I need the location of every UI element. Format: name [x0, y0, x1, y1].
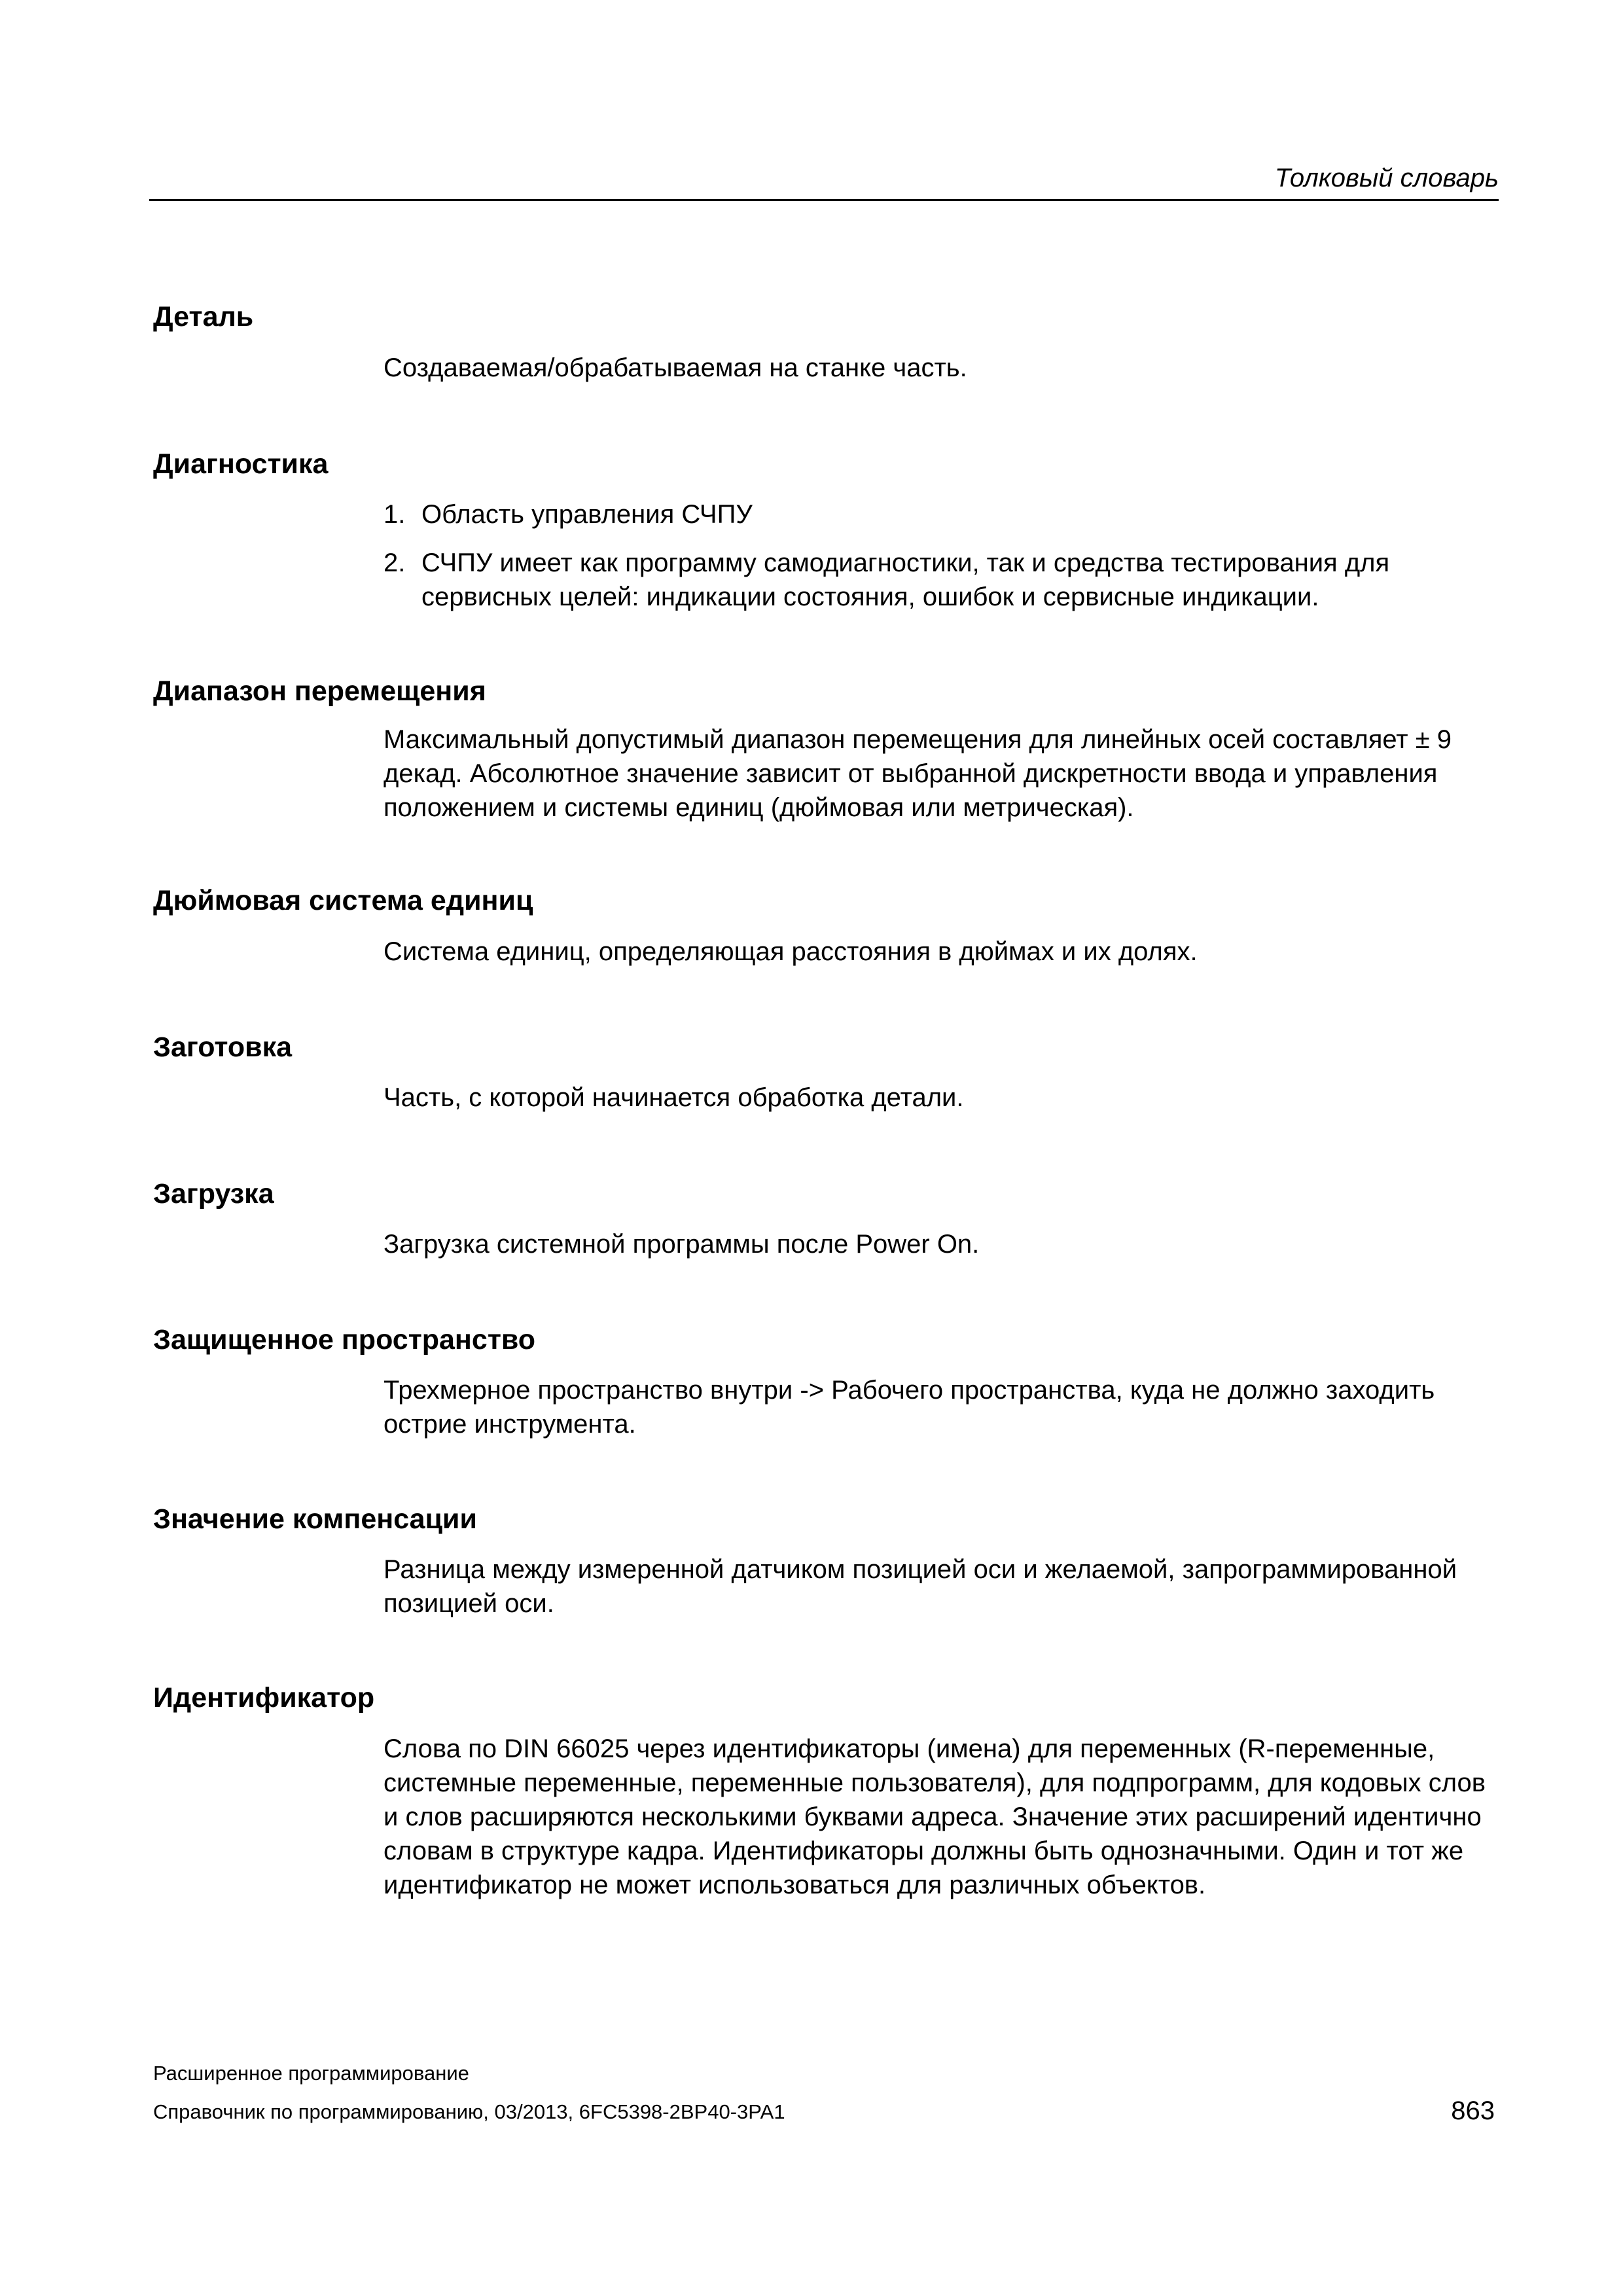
footer-document-title: Расширенное программирование: [153, 2062, 469, 2085]
glossary-definition: Создаваемая/обрабатываемая на станке часть.: [383, 353, 967, 382]
page-number: 863: [1451, 2096, 1495, 2125]
list-item: [383, 497, 1503, 531]
glossary-term: Диапазон перемещения: [153, 675, 486, 707]
list-number: 2.: [383, 548, 406, 577]
glossary-definition: Загрузка системной программы после Power On.: [383, 1230, 980, 1259]
glossary-definition: Максимальный допустимый диапазон перемещения для линейных осей составляет ± 9 декад. Абсолютное значение зависит от выбранной дискретности ввода и управления положением и системы единиц (дюймовая или метрическая).: [383, 725, 1452, 822]
glossary-term: Идентификатор: [153, 1682, 375, 1713]
glossary-term: Заготовка: [153, 1031, 293, 1063]
list-text: Область управления СЧПУ: [421, 500, 753, 529]
glossary-definition: Система единиц, определяющая расстояния в дюймах и их долях.: [383, 937, 1198, 966]
glossary-term: Дюймовая система единиц: [153, 885, 533, 916]
footer-document-info: Справочник по программированию, 03/2013, 6FC5398-2BP40-3PA1: [153, 2100, 785, 2123]
glossary-term: Значение компенсации: [153, 1503, 477, 1535]
section-title: Толковый словарь: [1274, 164, 1499, 192]
glossary-definition: Трехмерное пространство внутри -> Рабочего пространства, куда не должно заходить острие инструмента.: [383, 1376, 1435, 1439]
glossary-term: Деталь: [153, 301, 254, 332]
glossary-definition: Слова по DIN 66025 через идентификаторы (имена) для переменных (R-переменные, системные переменные, переменные пользователя), для подпрограмм, для кодовых слов и слов расширяются несколькими буквами адреса. Значение этих расширений идентично словам в структуре кадра. Идентификаторы должны быть однозначными. Один и тот же идентификатор не может использоваться для различных объектов.: [383, 1734, 1486, 1899]
glossary-term: Защищенное пространство: [153, 1324, 536, 1355]
list-number: 1.: [383, 500, 406, 529]
glossary-definition: Разница между измеренной датчиком позицией оси и желаемой, запрограммированной позицией оси.: [383, 1555, 1457, 1618]
glossary-term: Загрузка: [153, 1178, 274, 1210]
glossary-definition: Часть, с которой начинается обработка детали.: [383, 1083, 964, 1112]
list-item: [383, 546, 1503, 614]
list-text: СЧПУ имеет как программу самодиагностики, так и средства тестирования для сервисных целей: индикации состояния, ошибок и сервисные индикации.: [421, 548, 1390, 611]
header-divider: [149, 199, 1499, 201]
glossary-term: Диагностика: [153, 448, 329, 480]
